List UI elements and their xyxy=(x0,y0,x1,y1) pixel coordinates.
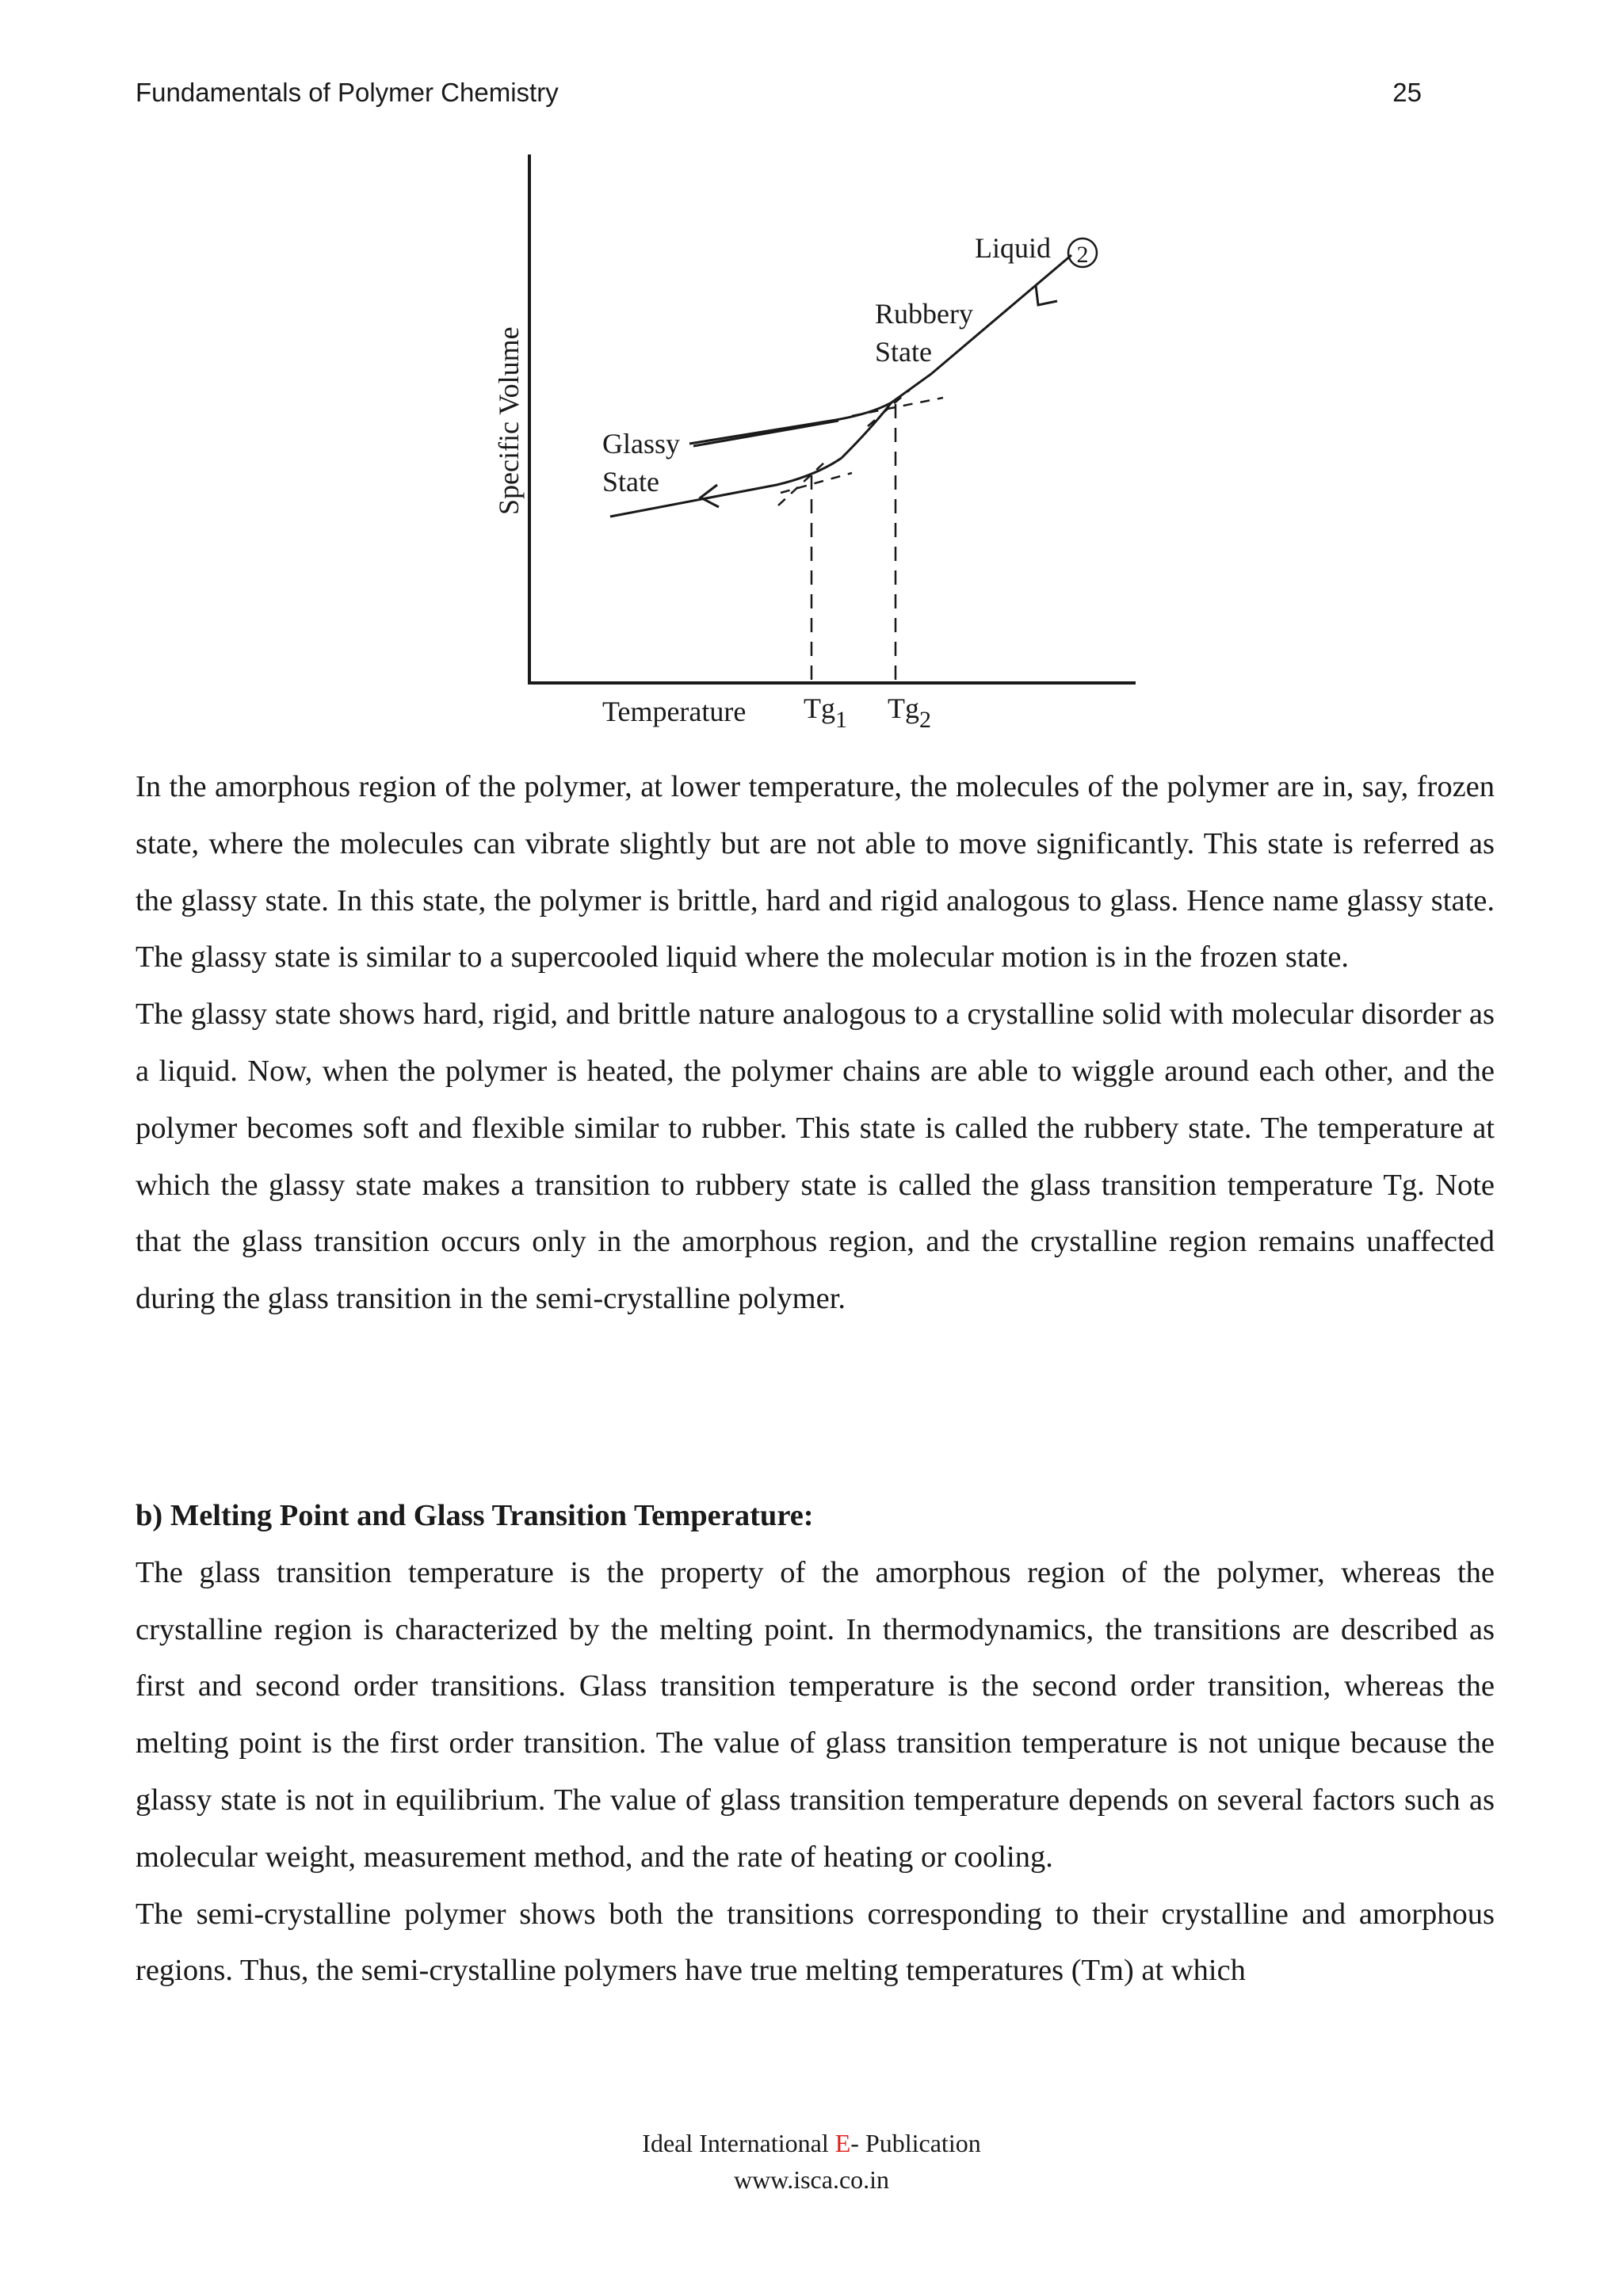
rubbery-state-label: State xyxy=(875,336,932,368)
section-b-block xyxy=(136,1488,1495,2000)
website-link[interactable]: www.isca.co.in xyxy=(733,2165,890,2194)
tg2-label xyxy=(888,692,931,733)
y-axis-label: Specific Volume xyxy=(493,326,525,515)
glassy-label: Glassy xyxy=(602,428,680,460)
paragraph: The semi-crystalline polymer shows both the transitions corresponding to their crystalline and amorphous regions. Thus, the semi-crystalline polymers have true melting temperatures (Tm) at which xyxy=(136,1897,1495,1988)
paragraph: The glass transition temperature is the property of the amorphous region of the polymer, whereas the crystalline region is characterized by the melting point. In thermodynamics, the transitions are described as first and second order transitions. Glass transition temperature is the second order transition, whereas the melting point is the first order transition. The value of glass transition temperature is not unique because the glassy state is not in equilibrium. The value of glass transition temperature depends on several factors such as molecular weight, measurement method, and the rate of heating or cooling. xyxy=(136,1555,1495,1874)
x-axis-label: Temperature xyxy=(602,696,747,727)
liquid-arrow-head xyxy=(1036,285,1057,305)
tg1-subscript: 1 xyxy=(835,707,847,733)
tg1-extrapolation-glassy xyxy=(781,473,852,493)
page-number: 25 xyxy=(1392,78,1422,107)
specific-volume-vs-temperature-figure xyxy=(475,143,1157,761)
liquid-label: Liquid xyxy=(975,232,1051,264)
book-title: Fundamentals of Polymer Chemistry xyxy=(136,78,559,107)
publisher-prefix: Ideal International xyxy=(642,2129,835,2157)
intro-text-block xyxy=(136,759,1495,1328)
publisher-accent: E xyxy=(834,2129,851,2157)
glassy-state-label: State xyxy=(602,466,659,498)
section-heading: b) Melting Point and Glass Transition Temperature: xyxy=(136,1499,814,1532)
tg1-label xyxy=(804,692,847,733)
tg1-base: Tg xyxy=(804,692,835,724)
paragraph: The glassy state shows hard, rigid, and brittle nature analogous to a crystalline solid with molecular disorder as a liquid. Now, when the polymer is heated, the polymer chains are able to wiggle around each other, and the polymer becomes soft and flexible similar to rubber. This state is called the rubbery state. The temperature at which the glassy state makes a transition to rubbery state is called the glass transition temperature Tg. Note that the glass transition occurs only in the amorphous region, and the crystalline region remains unaffected during the glass transition in the semi-crystalline polymer. xyxy=(136,997,1495,1316)
page-header xyxy=(136,78,1422,108)
tg2-subscript: 2 xyxy=(919,707,931,733)
page-footer xyxy=(0,2125,1623,2198)
publisher-suffix: - Publication xyxy=(850,2129,981,2157)
tg2-base: Tg xyxy=(888,692,919,724)
glassy-label-leader xyxy=(693,421,838,446)
curve-number-2: 2 xyxy=(1076,242,1089,268)
rubbery-label: Rubbery xyxy=(875,298,973,330)
publisher-line xyxy=(0,2125,1623,2161)
paragraph: In the amorphous region of the polymer, at lower temperature, the molecules of the polymer are in, say, frozen state, where the molecules can vibrate slightly but are not able to move significantly. This state is referred as the glassy state. In this state, the polymer is brittle, hard and rigid analogous to glass. Hence name glassy state. The glassy state is similar to a supercooled liquid where the molecular motion is in the frozen state. xyxy=(136,770,1495,974)
